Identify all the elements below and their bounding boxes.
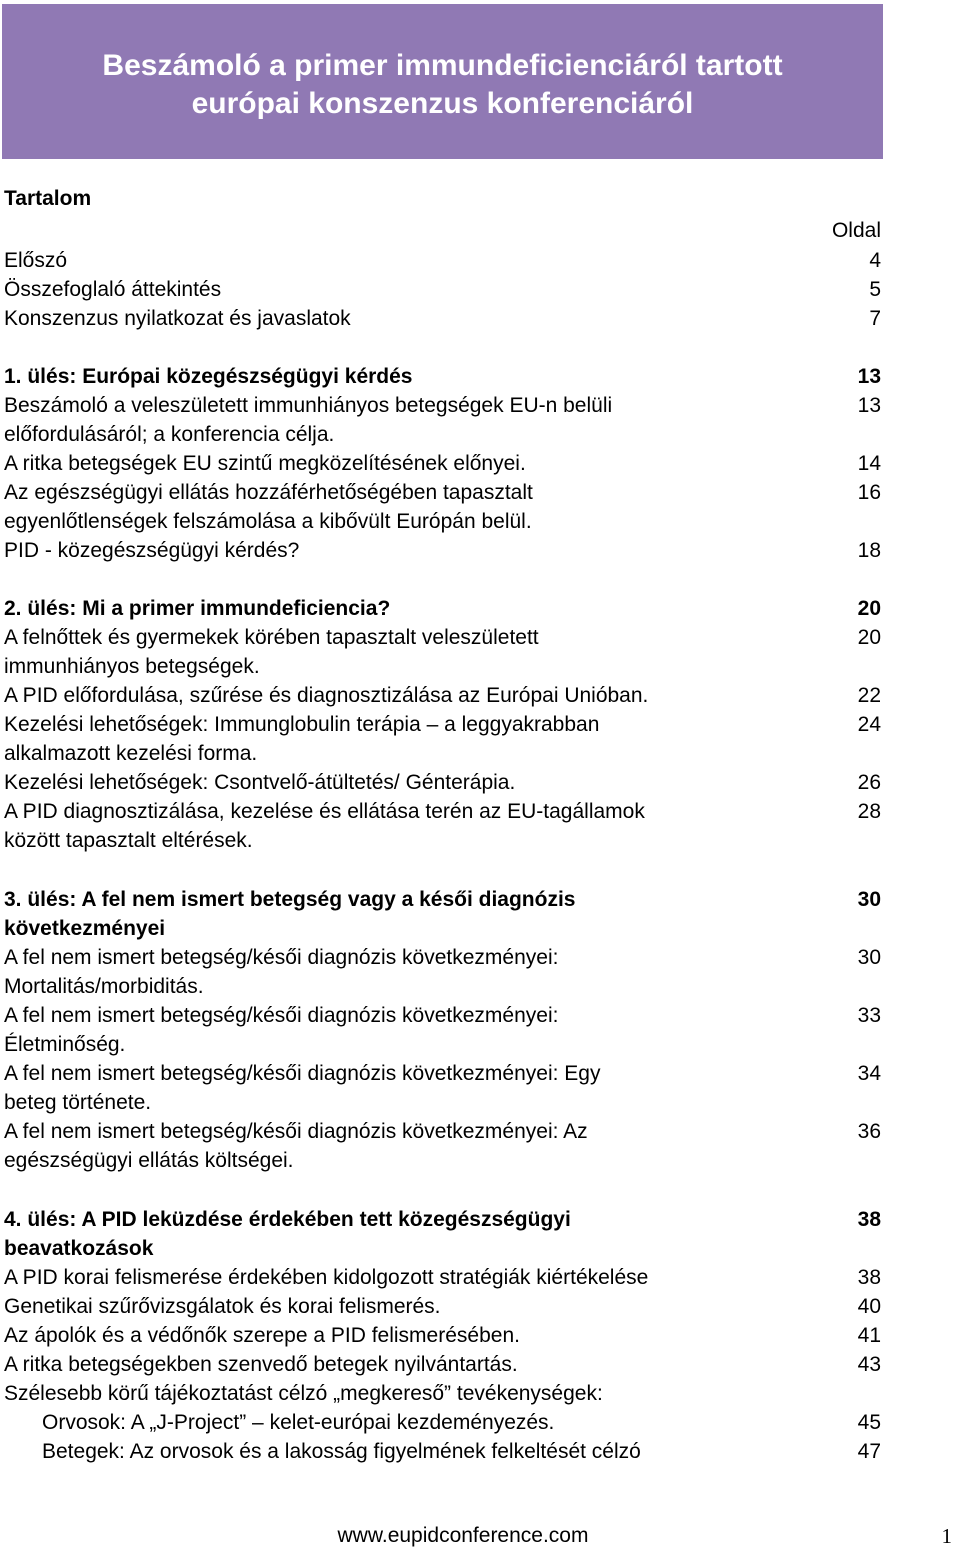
toc-entry-page: 38 bbox=[857, 1266, 881, 1289]
toc-entry-line: 4. ülés: A PID leküzdése érdekében tett közegészségügyi bbox=[4, 1208, 571, 1231]
toc-entry-text bbox=[42, 1437, 641, 1466]
toc-entry-text bbox=[4, 1292, 441, 1321]
toc-entry-text bbox=[4, 1205, 571, 1263]
document-title-line-1: Beszámoló a primer immundeficienciáról tartott bbox=[102, 49, 783, 82]
toc-entry-text bbox=[4, 1263, 648, 1292]
footer-url: www.eupidconference.com bbox=[337, 1524, 589, 1547]
toc-entry-line: előfordulásáról; a konferencia célja. bbox=[4, 423, 335, 446]
toc-entry-line: Genetikai szűrővizsgálatok és korai felismerés. bbox=[4, 1295, 441, 1318]
toc-entry-page: 13 bbox=[857, 365, 881, 388]
toc-entry-line: alkalmazott kezelési forma. bbox=[4, 742, 258, 765]
toc-entry-page: 30 bbox=[857, 946, 881, 969]
toc-entry-text bbox=[4, 391, 612, 449]
toc-entry-text bbox=[4, 681, 648, 710]
toc-entry-page: 36 bbox=[857, 1120, 881, 1143]
toc-entry-page: 43 bbox=[857, 1353, 881, 1376]
toc-entry-line: A fel nem ismert betegség/késői diagnózis következményei: bbox=[4, 946, 559, 969]
toc-entry-page: 13 bbox=[857, 394, 881, 417]
toc-entry-line: PID - közegészségügyi kérdés? bbox=[4, 539, 300, 562]
toc-entry-line: Kezelési lehetőségek: Immunglobulin terápia – a leggyakrabban bbox=[4, 713, 600, 736]
toc-entry-line: Szélesebb körű tájékoztatást célzó „megkereső” tevékenységek: bbox=[4, 1382, 603, 1405]
toc-entry-line: beteg története. bbox=[4, 1091, 152, 1114]
toc-entry-page: 20 bbox=[857, 597, 881, 620]
toc-entry-text bbox=[4, 1001, 558, 1059]
toc-entry-line: következményei bbox=[4, 917, 166, 940]
toc-entry-line: 1. ülés: Európai közegészségügyi kérdés bbox=[4, 365, 413, 388]
toc-entry-line: A fel nem ismert betegség/késői diagnózis következményei: bbox=[4, 1004, 559, 1027]
toc-entry-page: 41 bbox=[857, 1324, 881, 1347]
toc-entry-line: A felnőttek és gyermekek körében tapasztalt veleszületett bbox=[4, 626, 539, 649]
toc-entry-text bbox=[4, 1350, 518, 1379]
toc-entry-page: 14 bbox=[857, 452, 881, 475]
toc-entry-line: A PID előfordulása, szűrése és diagnosztizálása az Európai Unióban. bbox=[4, 684, 649, 707]
toc-entry-line: A PID diagnosztizálása, kezelése és ellátása terén az EU-tagállamok bbox=[4, 800, 645, 823]
toc-entry-line: Életminőség. bbox=[4, 1033, 126, 1056]
toc-entry-line: A PID korai felismerése érdekében kidolgozott stratégiák kiértékelése bbox=[4, 1266, 649, 1289]
toc-entry-line: Összefoglaló áttekintés bbox=[4, 278, 222, 301]
toc-entry-text bbox=[4, 536, 299, 565]
toc-entry-text bbox=[4, 304, 351, 333]
toc-entry-page: 4 bbox=[869, 249, 881, 272]
toc-entry-page: 22 bbox=[857, 684, 881, 707]
toc-entry-line: 2. ülés: Mi a primer immundeficiencia? bbox=[4, 597, 391, 620]
toc-entry-text bbox=[4, 362, 413, 391]
toc-entry-text bbox=[4, 768, 515, 797]
toc-entry-line: Az egészségügyi ellátás hozzáférhetőségében tapasztalt bbox=[4, 481, 533, 504]
toc-entry-page: 28 bbox=[857, 800, 881, 823]
toc-entry-page: 20 bbox=[857, 626, 881, 649]
toc-entry-text bbox=[4, 478, 533, 536]
document-title-banner bbox=[2, 4, 883, 159]
toc-entry-text bbox=[4, 885, 575, 943]
toc-entry-line: 3. ülés: A fel nem ismert betegség vagy a késői diagnózis bbox=[4, 888, 576, 911]
toc-entry-line: Mortalitás/morbiditás. bbox=[4, 975, 204, 998]
toc-entry-text bbox=[42, 1408, 554, 1437]
toc-entry-line: egyenlőtlenségek felszámolása a kibővült Európán belül. bbox=[4, 510, 532, 533]
toc-entry-line: Az ápolók és a védőnők szerepe a PID felismerésében. bbox=[4, 1324, 520, 1347]
toc-entry-page: 38 bbox=[857, 1208, 881, 1231]
toc-entry-line: A ritka betegségekben szenvedő betegek nyilvántartás. bbox=[4, 1353, 518, 1376]
toc-entry-text bbox=[4, 594, 390, 623]
toc-entry-page: 45 bbox=[857, 1411, 881, 1434]
toc-entry-page: 18 bbox=[857, 539, 881, 562]
toc-entry-text bbox=[4, 1379, 603, 1408]
toc-entry-text bbox=[4, 1321, 520, 1350]
toc-entry-line: immunhiányos betegségek. bbox=[4, 655, 260, 678]
toc-entry-page: 33 bbox=[857, 1004, 881, 1027]
toc-entry-line: A ritka betegségek EU szintű megközelítésének előnyei. bbox=[4, 452, 526, 475]
toc-entry-line: egészségügyi ellátás költségei. bbox=[4, 1149, 294, 1172]
toc-entry-line: beavatkozások bbox=[4, 1237, 154, 1260]
toc-entry-text bbox=[4, 449, 526, 478]
toc-entry-text bbox=[4, 710, 599, 768]
toc-entry-text bbox=[4, 246, 67, 275]
toc-entry-line: Beszámoló a veleszületett immunhiányos betegségek EU-n belüli bbox=[4, 394, 613, 417]
toc-entry-text bbox=[4, 275, 221, 304]
toc-entry-line: A fel nem ismert betegség/késői diagnózis következményei: Egy bbox=[4, 1062, 601, 1085]
toc-entry-text bbox=[4, 623, 539, 681]
page-column-header: Oldal bbox=[831, 219, 881, 242]
document-title-line-2: európai konszenzus konferenciáról bbox=[191, 87, 694, 120]
toc-entry-line: Konszenzus nyilatkozat és javaslatok bbox=[4, 307, 351, 330]
toc-entry-line: A fel nem ismert betegség/késői diagnózis következményei: Az bbox=[4, 1120, 588, 1143]
toc-entry-line: Előszó bbox=[4, 249, 68, 272]
toc-entry-page: 30 bbox=[857, 888, 881, 911]
toc-entry-line: Kezelési lehetőségek: Csontvelő-átültetés/ Génterápia. bbox=[4, 771, 516, 794]
toc-entry-page: 47 bbox=[857, 1440, 881, 1463]
toc-entry-text bbox=[4, 1059, 600, 1117]
toc-entry-line: Betegek: Az orvosok és a lakosság figyelmének felkeltését célzó bbox=[42, 1440, 641, 1463]
toc-entry-text bbox=[4, 797, 645, 855]
toc-entry-text bbox=[4, 943, 558, 1001]
toc-entry-page: 26 bbox=[857, 771, 881, 794]
toc-heading: Tartalom bbox=[4, 187, 92, 210]
toc-entry-page: 34 bbox=[857, 1062, 881, 1085]
toc-entry-page: 40 bbox=[857, 1295, 881, 1318]
page-number: 1 bbox=[941, 1524, 952, 1548]
toc-entry-text bbox=[4, 1117, 588, 1175]
toc-entry-line: Orvosok: A „J-Project” – kelet-európai kezdeményezés. bbox=[42, 1411, 555, 1434]
toc-entry-line: között tapasztalt eltérések. bbox=[4, 829, 253, 852]
toc-entry-page: 5 bbox=[869, 278, 881, 301]
toc-entry-page: 7 bbox=[869, 307, 881, 330]
toc-entry-page: 16 bbox=[857, 481, 881, 504]
toc-entry-page: 24 bbox=[857, 713, 881, 736]
